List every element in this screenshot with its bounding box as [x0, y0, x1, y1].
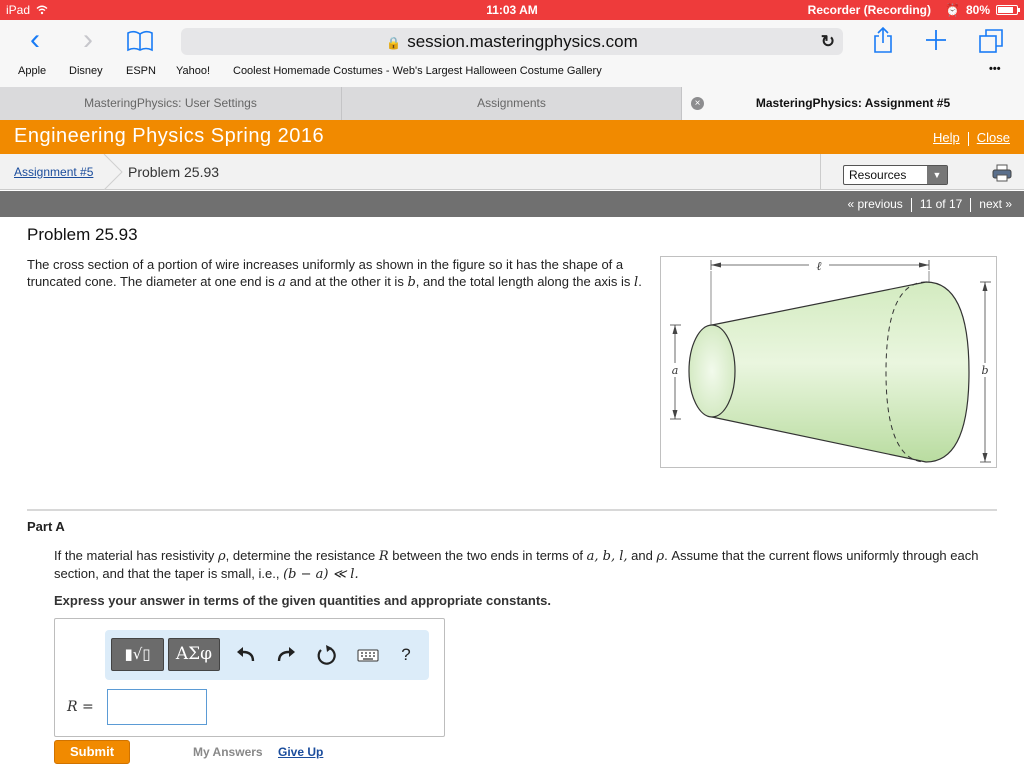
r-label: R = [67, 699, 94, 715]
bookmarks-bar [0, 62, 1024, 87]
tab-strip [0, 87, 1024, 120]
bookmark-costumes[interactable]: Coolest Homemade Costumes - Web's Largest Halloween Costume Gallery [233, 65, 602, 77]
alarm-icon: ⏰ [945, 3, 960, 17]
previous-link[interactable]: « previous [847, 197, 903, 211]
course-links [933, 130, 1010, 146]
problem-content [0, 217, 1024, 768]
next-link[interactable]: next » [979, 197, 1012, 211]
address-bar[interactable] [181, 28, 843, 55]
my-answers-link[interactable]: My Answers [193, 745, 263, 759]
help-icon[interactable]: ? [401, 645, 411, 664]
close-tab-icon[interactable]: × [691, 97, 704, 110]
browser-toolbar [0, 20, 1024, 62]
problem-statement: The cross section of a portion of wire increases uniformly as shown in the figure so it has the shape of a truncated cone. The diameter at one end is a and at the other it is b, and the total length along the axis is l. [27, 257, 642, 290]
tab-user-settings[interactable]: MasteringPhysics: User Settings [0, 87, 342, 120]
give-up-link[interactable]: Give Up [278, 745, 324, 759]
section-divider [27, 509, 997, 511]
bookmarks-icon[interactable] [126, 30, 154, 52]
pager [847, 197, 1012, 212]
diameter-a-label: a [671, 364, 679, 377]
answer-instruction: Express your answer in terms of the given quantities and appropriate constants. [54, 593, 552, 608]
breadcrumb-assignment-link[interactable]: Assignment #5 [14, 165, 94, 179]
print-icon[interactable] [992, 164, 1012, 182]
answer-panel [54, 618, 445, 737]
part-a-question: If the material has resistivity ρ, determine the resistance R between the two ends in terms of a, b, l, and ρ. Assume that the current flows uniformly through each section, and that the taper is small, i.e., (b − a) ≪ l. [54, 548, 979, 582]
more-icon[interactable]: ••• [989, 63, 1001, 75]
back-icon[interactable]: ‹ [30, 23, 40, 56]
tab-assignment-5[interactable] [682, 87, 1024, 120]
bookmark-apple[interactable]: Apple [18, 65, 47, 77]
cone-diagram [661, 257, 996, 467]
bookmark-espn[interactable]: ESPN [126, 65, 156, 77]
diameter-b-label: b [981, 364, 989, 377]
reload-icon[interactable]: ↻ [820, 32, 835, 51]
bookmark-yahoo[interactable]: Yahoo! [176, 65, 211, 77]
forward-icon[interactable]: › [83, 23, 93, 56]
breadcrumb-current: Problem 25.93 [128, 164, 220, 180]
equation-toolbar [105, 630, 429, 680]
url-text: session.masteringphysics.com [407, 32, 638, 51]
tab-assignments[interactable]: Assignments [342, 87, 682, 120]
clock: 11:03 AM [486, 3, 538, 17]
divider [820, 154, 821, 190]
recorder-status: Recorder (Recording) [807, 3, 932, 17]
share-icon[interactable] [872, 26, 894, 54]
length-label: ℓ [816, 259, 822, 273]
course-title: Engineering Physics Spring 2016 [14, 125, 325, 147]
part-a-title: Part A [27, 519, 65, 534]
status-bar [0, 0, 1024, 20]
page-position: 11 of 17 [919, 197, 963, 211]
undo-icon[interactable] [233, 642, 259, 668]
close-link[interactable]: Close [976, 130, 1010, 145]
symbols-button[interactable]: ΑΣφ [168, 638, 220, 671]
resources-label: Resources [849, 168, 907, 182]
breadcrumb-separator-icon [102, 154, 124, 190]
bookmark-disney[interactable]: Disney [69, 65, 103, 77]
cone-body [712, 282, 969, 462]
redo-icon[interactable] [273, 642, 299, 668]
help-link[interactable]: Help [933, 130, 960, 145]
resources-dropdown[interactable] [843, 165, 948, 185]
problem-title: Problem 25.93 [27, 225, 138, 244]
truncated-cone-figure [660, 256, 997, 468]
dropdown-arrow-icon: ▼ [927, 166, 947, 184]
reset-icon[interactable] [313, 642, 339, 668]
keyboard-icon[interactable] [355, 642, 381, 668]
templates-button[interactable]: ▮√▯ [111, 638, 164, 671]
battery-percent: 80% [965, 3, 990, 17]
pager-bar [0, 191, 1024, 217]
lock-icon: 🔒 [386, 36, 402, 50]
tabs-icon[interactable] [978, 28, 1004, 54]
submit-button[interactable]: Submit [54, 740, 130, 764]
small-end [689, 325, 735, 417]
status-right [808, 3, 1018, 17]
new-tab-icon[interactable] [925, 29, 947, 51]
device-name: iPad [6, 3, 31, 17]
battery-icon [996, 5, 1018, 15]
course-header [0, 120, 1024, 154]
tab-assignment-5-label: MasteringPhysics: Assignment #5 [755, 96, 951, 110]
answer-input[interactable] [107, 689, 207, 725]
